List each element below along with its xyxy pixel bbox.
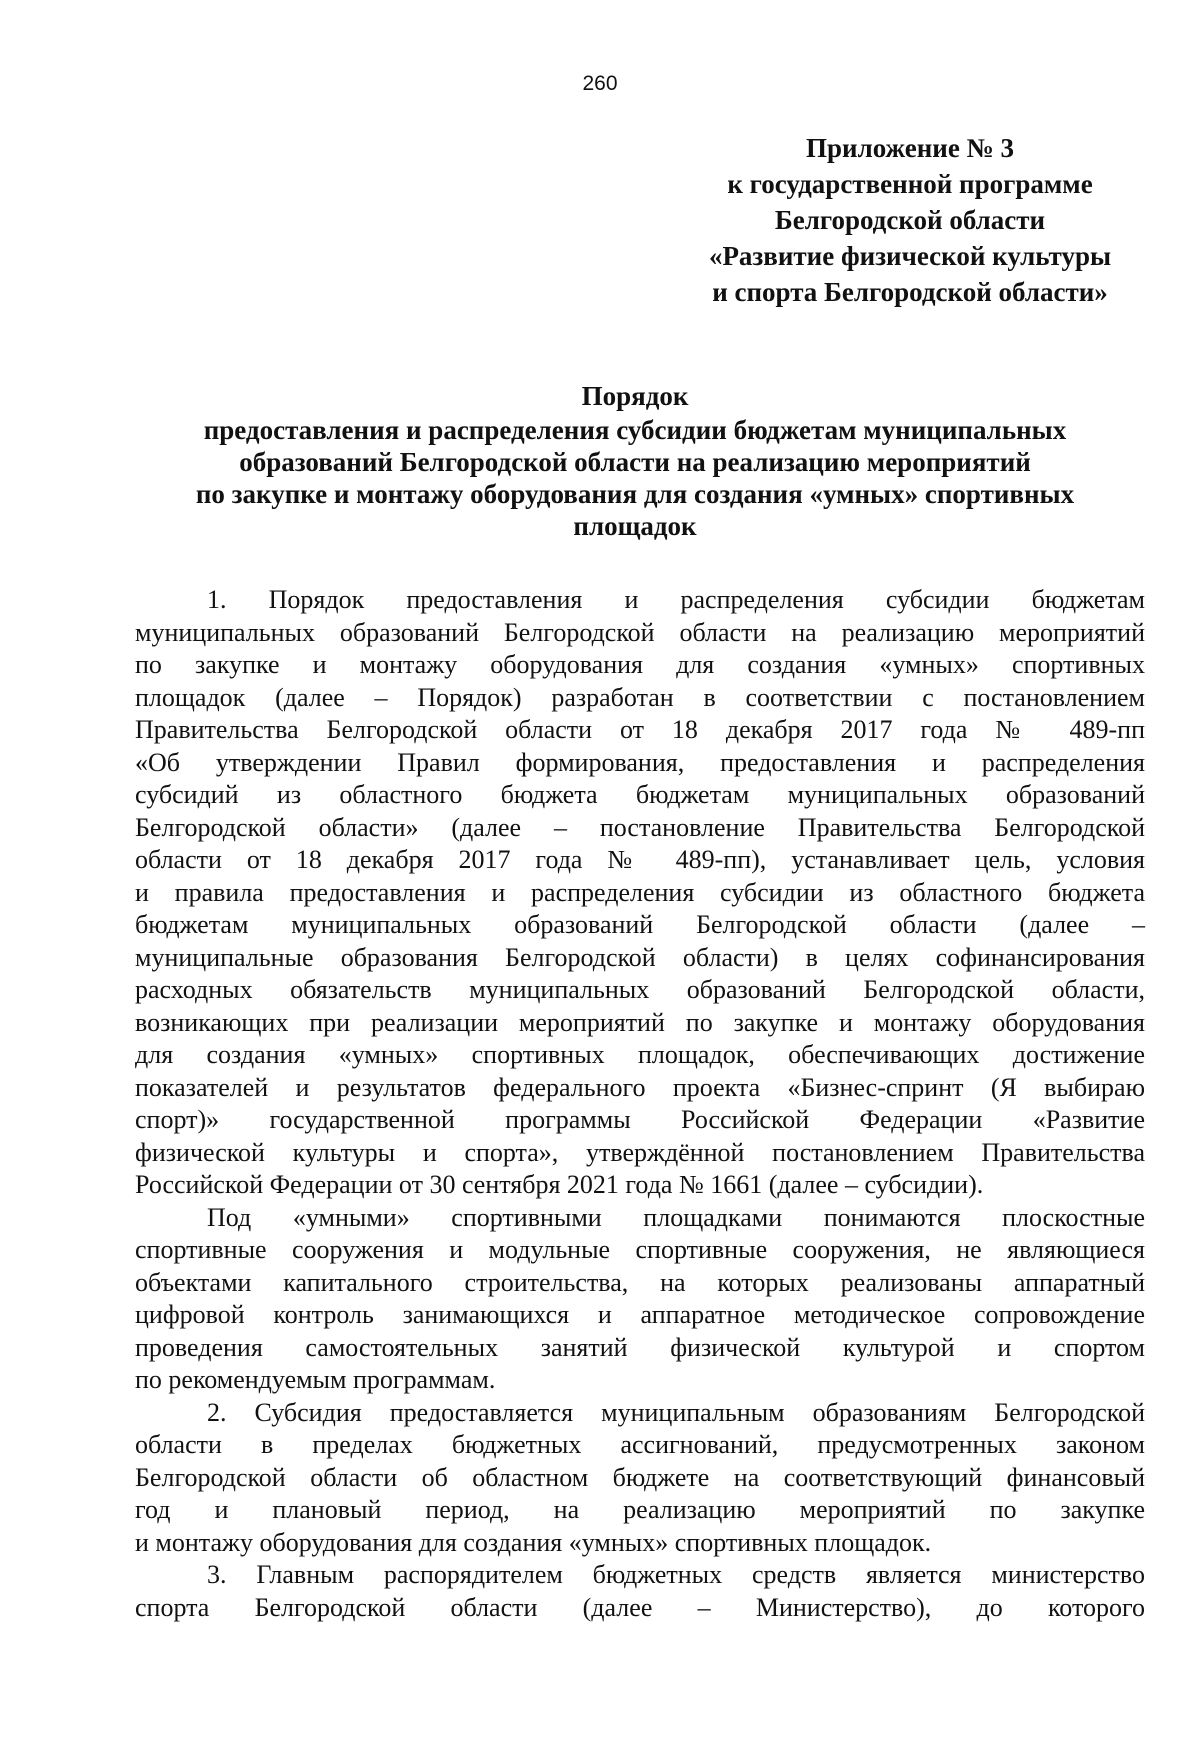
title-line: по закупке и монтажу оборудования для создания «умных» спортивных	[195, 479, 1075, 509]
document-title	[135, 380, 1135, 542]
title-line: образований Белгородской области на реализацию мероприятий	[239, 447, 1031, 477]
body-line: Правительства Белгородской области от 18 декабря 2017 года № 489-пп	[135, 715, 1145, 744]
body-line: Российской Федерации от 30 сентября 2021 года № 1661 (далее – субсидии).	[135, 1170, 984, 1199]
body-line: 1. Порядок предоставления и распределения субсидии бюджетам	[207, 585, 1145, 614]
body-line: Под «умными» спортивными площадками понимаются плоскостные	[207, 1202, 1145, 1232]
appendix-line: Приложение № 3	[806, 133, 1014, 163]
body-line: Белгородской области» (далее – постановление Правительства Белгородской	[135, 812, 1145, 842]
body-line: и монтажу оборудования для создания «умных» спортивных площадок.	[135, 1527, 932, 1557]
title-line: площадок	[573, 511, 697, 541]
body-line: показателей и результатов федерального проекта «Бизнес-спринт (Я выбираю	[135, 1072, 1145, 1102]
body-line: спорта Белгородской области (далее – Министерство), до которого	[135, 1592, 1145, 1622]
appendix-line: «Развитие физической культуры	[708, 241, 1112, 271]
body-line: области в пределах бюджетных ассигнований, предусмотренных законом	[135, 1430, 1145, 1459]
body-line: по закупке и монтажу оборудования для создания «умных» спортивных	[135, 650, 1145, 679]
appendix-line: Белгородской области	[774, 205, 1046, 235]
body-line: области от 18 декабря 2017 года № 489-пп), устанавливает цель, условия	[135, 845, 1145, 874]
body-line: возникающих при реализации мероприятий по закупке и монтажу оборудования	[135, 1007, 1145, 1037]
body-line: 3. Главным распорядителем бюджетных средств является министерство	[207, 1560, 1145, 1589]
title-line: предоставления и распределения субсидии бюджетам муниципальных	[203, 415, 1067, 445]
body-line: бюджетам муниципальных образований Белгородской области (далее –	[135, 910, 1145, 939]
appendix-line: к государственной программе	[727, 169, 1093, 199]
title-heading: Порядок	[581, 381, 689, 411]
appendix-line: и спорта Белгородской области»	[712, 277, 1108, 307]
body-line: проведения самостоятельных занятий физической культурой и спортом	[135, 1332, 1145, 1362]
body-line: муниципальных образований Белгородской области на реализацию мероприятий	[135, 617, 1145, 647]
body-line: площадок (далее – Порядок) разработан в соответствии с постановлением	[135, 682, 1145, 712]
body-line: расходных обязательств муниципальных образований Белгородской области,	[135, 975, 1145, 1004]
body-line: по рекомендуемым программам.	[135, 1365, 496, 1394]
body-line: объектами капитального строительства, на которых реализованы аппаратный	[135, 1267, 1145, 1297]
body-line: год и плановый период, на реализацию мероприятий по закупке	[135, 1495, 1145, 1524]
body-line: Белгородской области об областном бюджете на соответствующий финансовый	[135, 1462, 1145, 1492]
body-line: и правила предоставления и распределения субсидии из областного бюджета	[135, 877, 1145, 907]
body-line: физической культуры и спорта», утверждённой постановлением Правительства	[135, 1137, 1145, 1167]
body-line: «Об утверждении Правил формирования, предоставления и распределения	[135, 747, 1145, 777]
body-line: субсидий из областного бюджета бюджетам муниципальных образований	[135, 780, 1145, 809]
body-line: 2. Субсидия предоставляется муниципальным образованиям Белгородской	[207, 1397, 1145, 1427]
body-line: цифровой контроль занимающихся и аппаратное методическое сопровождение	[135, 1300, 1145, 1329]
page-number: 260	[582, 72, 618, 95]
body-line: для создания «умных» спортивных площадок, обеспечивающих достижение	[135, 1040, 1145, 1069]
body-line: спортивные сооружения и модульные спортивные сооружения, не являющиеся	[135, 1235, 1145, 1264]
document-body	[135, 584, 1145, 1624]
body-line: спорт)» государственной программы Российской Федерации «Развитие	[135, 1105, 1145, 1134]
appendix-header	[690, 130, 1130, 310]
body-line: муниципальные образования Белгородской области) в целях софинансирования	[135, 942, 1145, 972]
